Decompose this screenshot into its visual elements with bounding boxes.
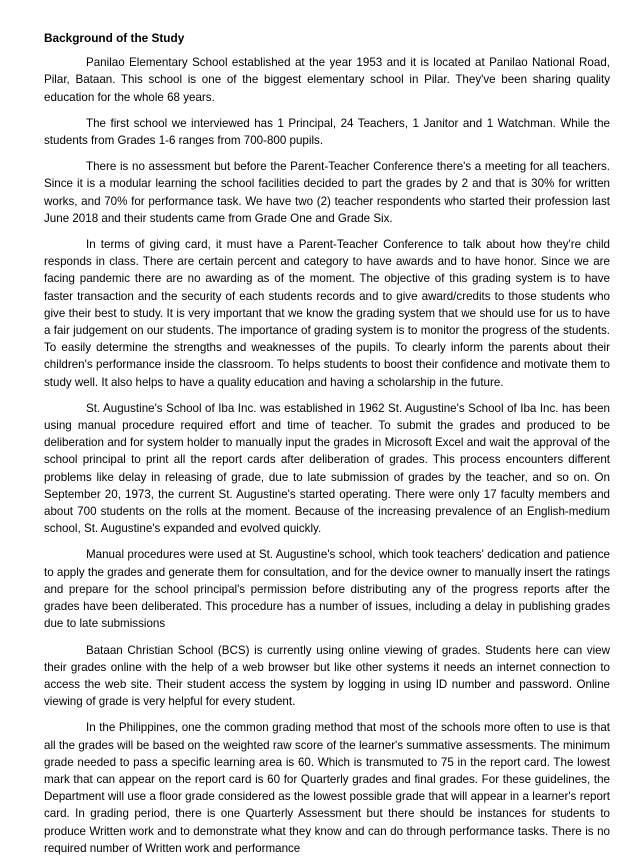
paragraph-manual-procedures: Manual procedures were used at St. Augustine's school, which took teachers' dedication and patience to apply the grades and generate them for consultation, and for the device owner to manually insert the ratings and prepare for the school principal's permission before distributing any of the progress reports after the grades have been deliberated. This procedure has a number of issues, including a delay in publishing grades due to late submissions <box>44 548 610 631</box>
paragraph-st-augustine-history: St. Augustine's School of Iba Inc. was established in 1962 St. Augustine's School of Iba Inc. has been using manual procedure required effort and time of teacher. To submit the grades and produced to be deliberation and for system holder to manually input the grades in Microsoft Excel and wait the approval of the school principal to print all the report cards after deliberation of grades. This process encounters different problems like delay in releasing of grade, due to late submission of grades by the teacher, and so on. On September 20, 1973, the current St. Augustine's started operating. There were only 17 faculty members and about 700 students on the rolls at the moment. Because of the increasing prevalence of an English-medium school, St. Augustine's expanded and evolved quickly. <box>44 401 610 536</box>
section-heading: Background of the Study <box>44 31 185 45</box>
paragraph-bataan-christian: Bataan Christian School (BCS) is currently using online viewing of grades. Students here can view their grades online with the help of a web browser but like other systems it needs an internet connection to access the web site. Their student access the system by logging in using ID number and password. Online viewing of grade is very helpful for every student. <box>44 643 610 709</box>
paragraph-first-school-staff: The first school we interviewed has 1 Principal, 24 Teachers, 1 Janitor and 1 Watchman. While the students from Grades 1-6 ranges from 700-800 pupils. <box>44 116 610 148</box>
document-page <box>44 30 610 866</box>
paragraph-philippines-grading: In the Philippines, one the common grading method that most of the schools more often to use is that all the grades will be based on the weighted raw score of the learner's summative assessments. The minimum grade needed to pass a specific learning area is 60. Which is transmuted to 75 in the report card. The lowest mark that can appear on the report card is 60 for Quarterly grades and final grades. For these guidelines, the Department will use a floor grade considered as the lowest possible grade that will appear in a learner's report card. In grading period, there is one Quarterly Assessment but there should be instances for students to produce Written work and to demonstrate what they know and can do through performance tasks. There is no required number of Written work and performance <box>44 721 610 855</box>
paragraph-panilao-intro: Panilao Elementary School established at the year 1953 and it is located at Panilao National Road, Pilar, Bataan. This school is one of the biggest elementary school in Pilar. They've been sharing quality education for the whole 68 years. <box>44 56 610 104</box>
paragraph-assessment: There is no assessment but before the Parent-Teacher Conference there's a meeting for all teachers. Since it is a modular learning the school facilities decided to part the grades by 2 and that is 30% for written works, and 70% for performance task. We have two (2) teacher respondents who started their profession last June 2018 and their students came from Grade One and Grade Six. <box>44 160 610 225</box>
paragraph-grading-objective: In terms of giving card, it must have a Parent-Teacher Conference to talk about how they're child responds in class. There are certain percent and category to have awards and to have honor. Since we are facing pandemic there are no awarding as of the moment. The objective of this grading system is to have faster transaction and the security of each students records and to give award/credits to those students who give their best to study. It is very important that we know the grading system that we should use for us to have a fair judgement on our students. The importance of grading system is to monitor the progress of the students. To easily determine the strengths and weaknesses of the pupils. To clearly inform the parents about their children's performance inside the classroom. To helps students to boost their confidence and motivate them to study well. It also helps to have a quality education and having a scholarship in the future. <box>44 238 610 389</box>
